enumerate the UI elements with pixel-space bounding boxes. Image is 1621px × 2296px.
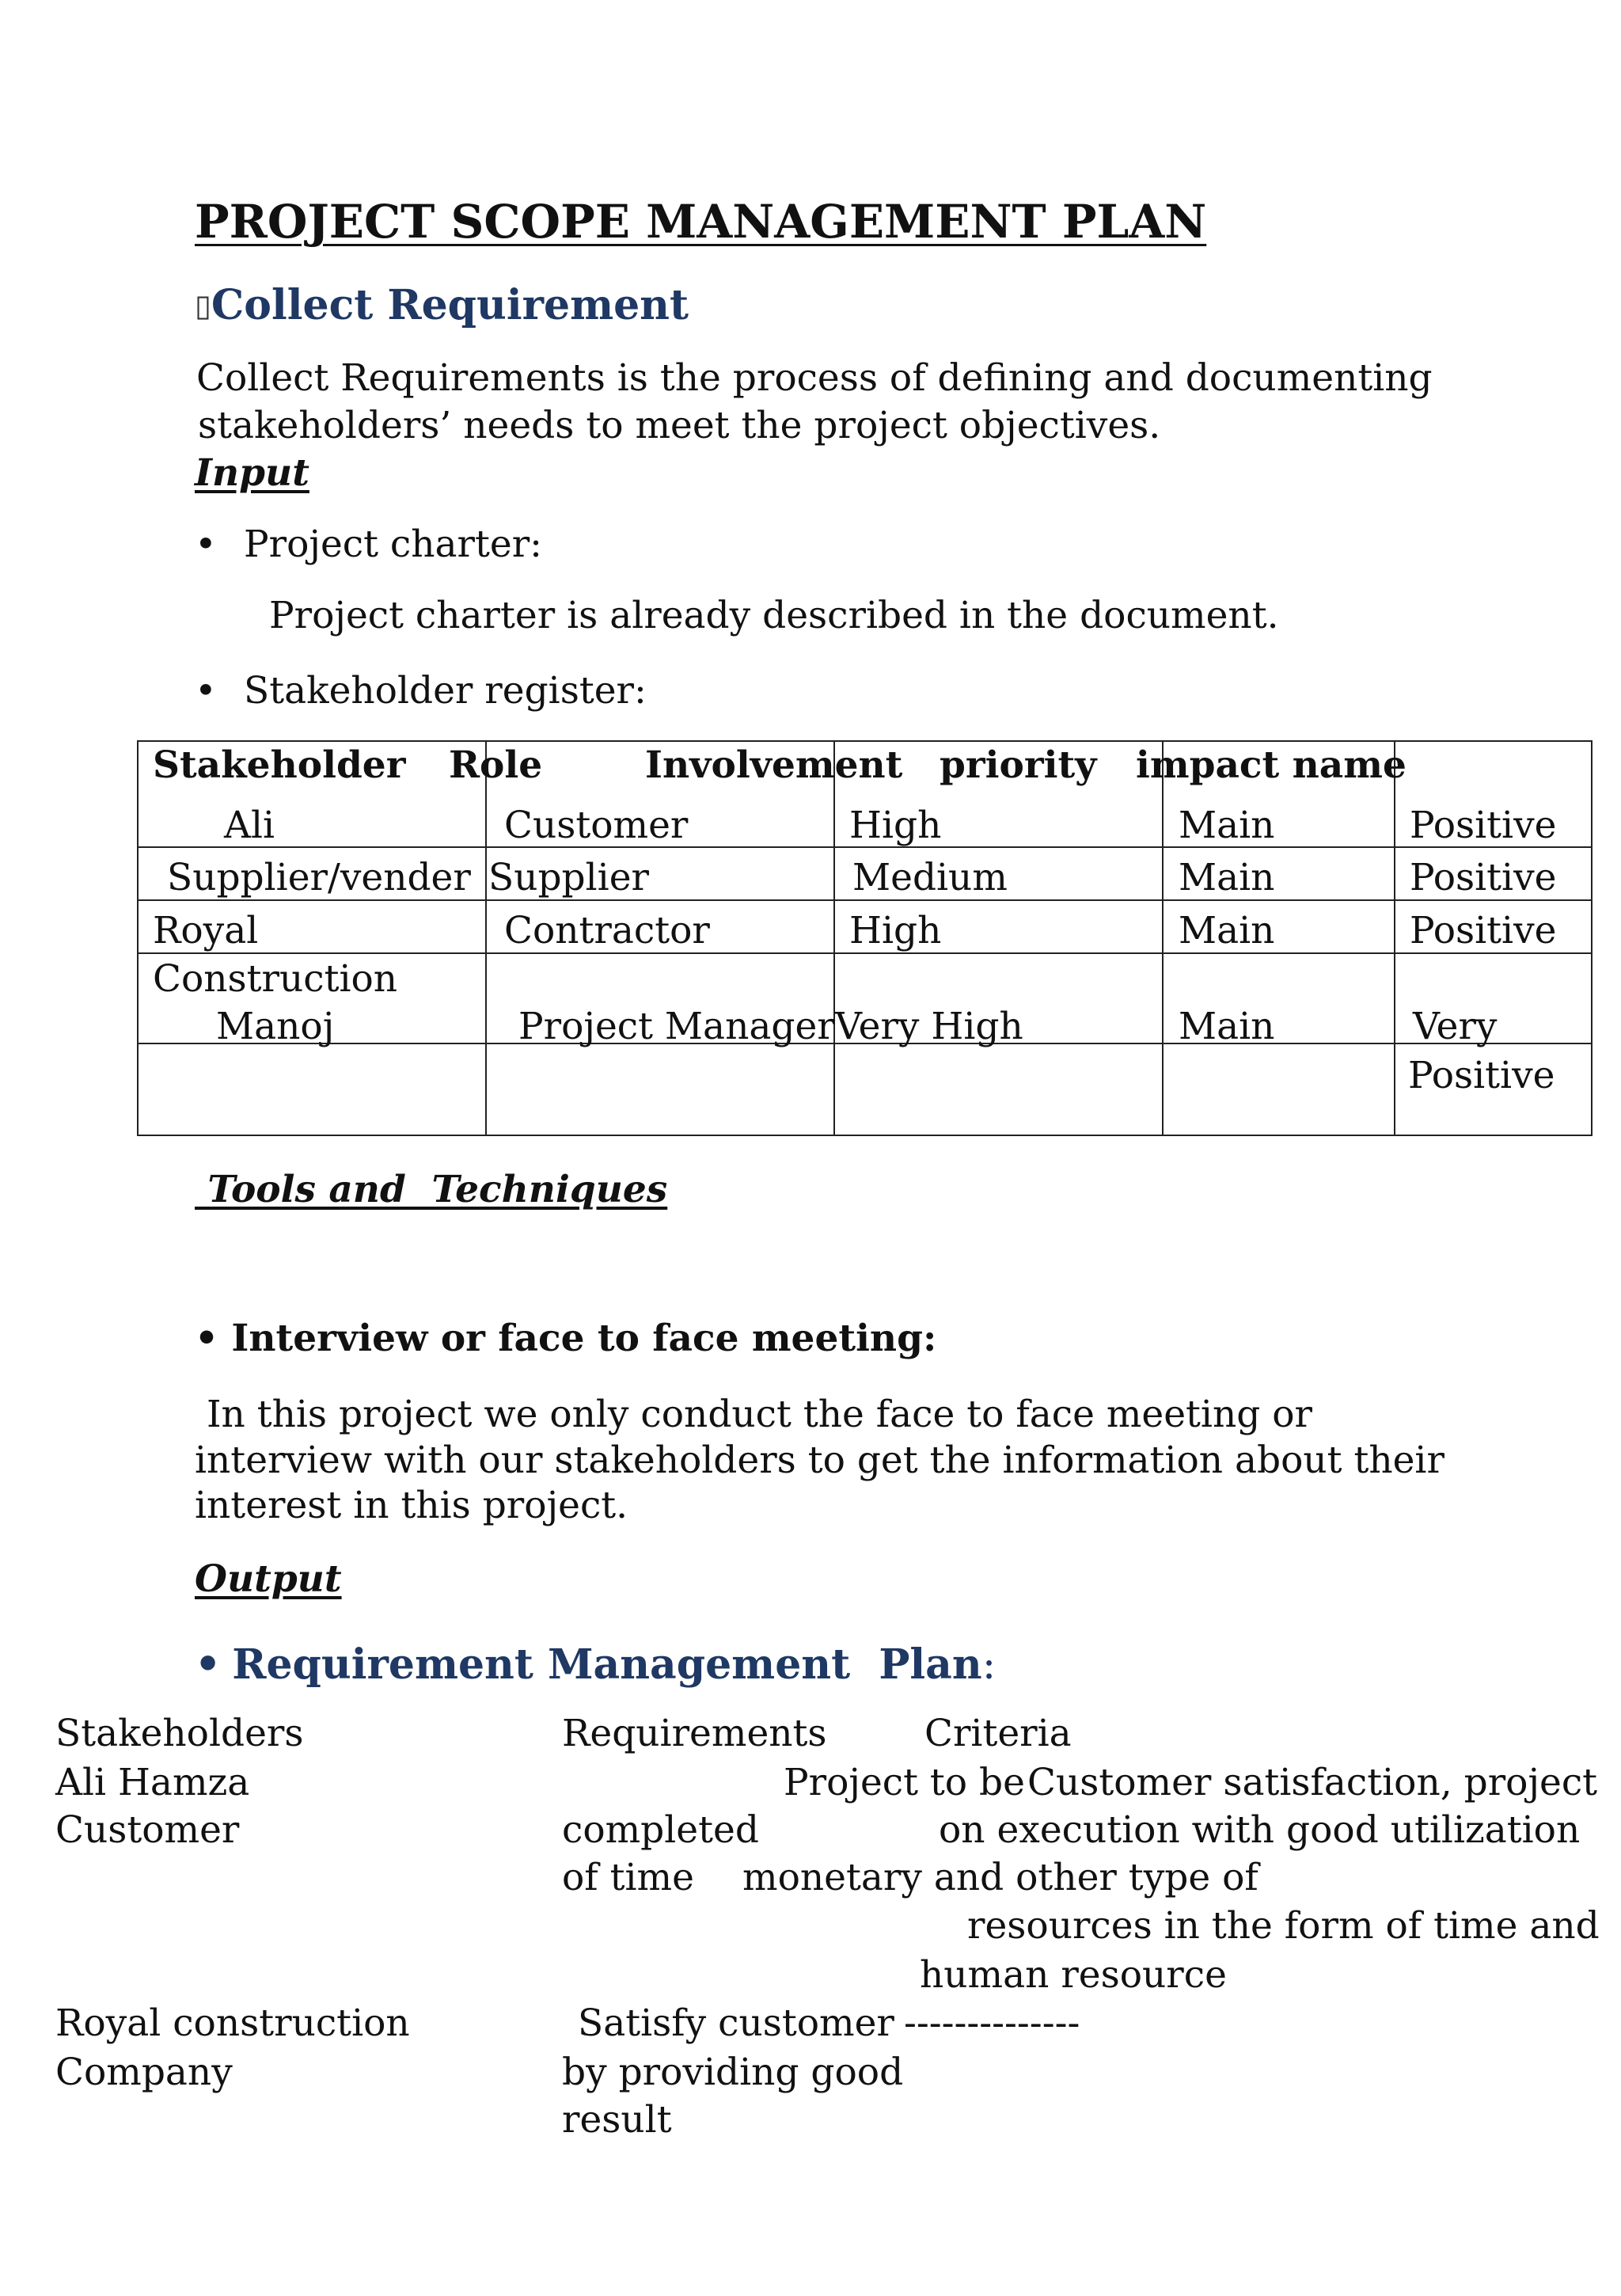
rmp-royal-req-line-2: by providing good [562, 2051, 904, 2094]
rmp-royal-req-line-1: Satisfy customer [578, 2001, 894, 2045]
table-cell: Ali [224, 804, 275, 847]
rmp-ali-req-line-1: Project to be [784, 1761, 1025, 1804]
table-cell: Very High [835, 1005, 1023, 1048]
table-cell: Supplier/vender [167, 856, 471, 899]
table-cell: Manoj [216, 1005, 335, 1048]
table-header-cell: Stakeholder [153, 743, 406, 787]
rmp-ali-crit-line-1: Customer satisfaction, project [1027, 1761, 1598, 1804]
table-grid-line [1394, 742, 1395, 1135]
tools-para-line-2: interview with our stakeholders to get the information about their [195, 1439, 1444, 1482]
project-charter-text: Project charter is already described in the document. [269, 594, 1279, 637]
table-cell: Supplier [488, 856, 649, 899]
rmp-col-header-requirements: Requirements [562, 1712, 827, 1755]
table-cell: High [849, 909, 942, 952]
table-cell: Positive [1408, 1054, 1555, 1097]
missing-glyph-icon: ▯ [195, 288, 211, 323]
rmp-ali-name: Ali Hamza [55, 1761, 250, 1804]
page-title: PROJECT SCOPE MANAGEMENT PLAN [195, 195, 1207, 249]
rmp-ali-req-line-3: of time [562, 1856, 694, 1899]
bullet-icon: • [195, 669, 217, 713]
section-heading [195, 281, 689, 329]
rmp-royal-line-2: Company [55, 2051, 233, 2094]
rmp-royal-req-line-3: result [562, 2098, 672, 2142]
bullet-stakeholder-register [195, 669, 647, 713]
table-cell: Very [1413, 1005, 1498, 1048]
table-header-cell: Involvement [645, 743, 903, 787]
table-cell: Customer [504, 804, 689, 847]
table-cell: Positive [1410, 909, 1557, 952]
intro-line-2: stakeholders’ needs to meet the project objectives. [198, 404, 1161, 447]
table-cell: Main [1179, 804, 1275, 847]
table-cell: Main [1179, 1005, 1275, 1048]
table-cell: Main [1179, 909, 1275, 952]
rmp-heading-colon: : [981, 1641, 997, 1689]
stakeholder-register-table [137, 740, 1593, 1136]
table-cell: Positive [1410, 804, 1557, 847]
bullet-icon: • [195, 1640, 222, 1689]
table-cell: Project Manager [518, 1005, 835, 1048]
rmp-heading-text: Requirement Management Plan [232, 1640, 982, 1689]
table-header-cell: Role [449, 743, 543, 787]
section-heading-text: Collect Requirement [211, 281, 689, 329]
input-heading: Input [195, 451, 309, 495]
output-heading: Output [195, 1557, 342, 1601]
stakeholder-register-label: Stakeholder register: [244, 669, 647, 713]
rmp-col-header-stakeholders: Stakeholders [55, 1712, 304, 1755]
intro-line-1: Collect Requirements is the process of defining and documenting [196, 356, 1433, 400]
rmp-ali-crit-line-5: human resource [920, 1953, 1227, 1997]
interview-bullet: • Interview or face to face meeting: [195, 1317, 937, 1360]
table-grid-line [833, 742, 835, 1135]
table-header-cell: priority [940, 743, 1097, 787]
table-cell: Contractor [504, 909, 710, 952]
table-header-cell: impact name [1136, 743, 1407, 787]
table-cell: Positive [1410, 856, 1557, 899]
table-grid-line [485, 742, 487, 1135]
rmp-ali-crit-line-2: on execution with good utilization [939, 1808, 1581, 1852]
bullet-icon: • [195, 523, 217, 566]
rmp-ali-role: Customer [55, 1808, 240, 1852]
tools-para-line-1: In this project we only conduct the face to face meeting or [195, 1393, 1313, 1436]
rmp-col-header-criteria: Criteria [924, 1712, 1072, 1755]
table-cell: Construction [153, 957, 398, 1001]
bullet-project-charter [195, 523, 542, 566]
rmp-royal-crit: -------------- [904, 2001, 1080, 2045]
table-cell: High [849, 804, 942, 847]
rmp-ali-crit-line-3: monetary and other type of [742, 1856, 1258, 1899]
rmp-royal-line-1: Royal construction [55, 2001, 410, 2045]
table-grid-line [139, 899, 1591, 901]
table-grid-line [1162, 742, 1164, 1135]
tools-para-line-3: interest in this project. [195, 1484, 628, 1527]
tools-heading: Tools and Techniques [195, 1168, 668, 1211]
table-cell: Main [1179, 856, 1275, 899]
rmp-ali-crit-line-4: resources in the form of time and [967, 1904, 1600, 1948]
rmp-ali-req-line-2: completed [562, 1808, 759, 1852]
project-charter-label: Project charter: [244, 523, 543, 566]
table-grid-line [139, 952, 1591, 954]
table-cell: Medium [852, 856, 1008, 899]
table-cell: Royal [153, 909, 259, 952]
rmp-heading [195, 1640, 996, 1689]
